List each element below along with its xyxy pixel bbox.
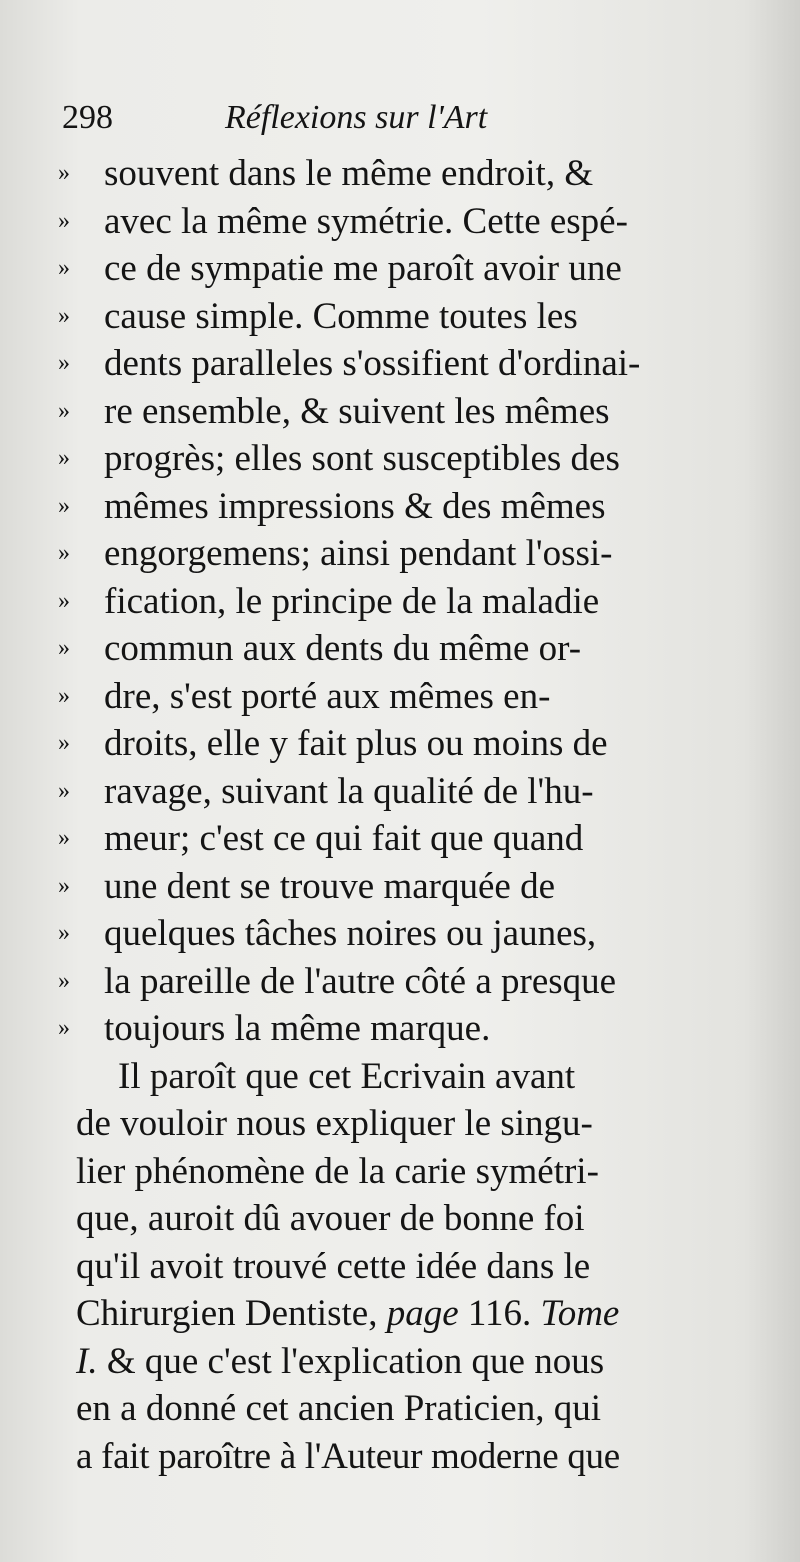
paragraph-line: I. & que c'est l'explication que nous — [76, 1340, 605, 1382]
quoted-line: » fication, le principe de la maladie — [0, 578, 800, 626]
paragraph-line: Chirurgien Dentiste, page 116. Tome — [76, 1293, 620, 1334]
quoted-line: » meur; c'est ce qui fait que quand — [0, 815, 800, 863]
quote-mark: » — [58, 777, 70, 804]
paragraph-line: en a donné cet ancien Praticien, qui — [76, 1388, 601, 1429]
quoted-line: » re ensemble, & suivent les mêmes — [0, 388, 800, 436]
paragraph-line: Il paroît que cet Ecrivain avant — [118, 1055, 576, 1097]
quoted-line: » progrès; elles sont susceptibles des — [0, 435, 800, 483]
quoted-line: » une dent se trouve marquée de — [0, 863, 800, 911]
paragraph-line: qu'il avoit trouvé cette idée dans le — [76, 1245, 591, 1287]
quoted-line: » dre, s'est porté aux mêmes en- — [0, 673, 800, 721]
quote-mark: » — [58, 540, 70, 566]
quoted-line: » souvent dans le même endroit, & — [0, 150, 800, 198]
quoted-line: » cause simple. Comme toutes les — [0, 293, 800, 341]
paragraph-line: que, auroit dû avouer de bonne foi — [76, 1198, 585, 1239]
quoted-line: » quelques tâches noires ou jaunes, — [0, 910, 800, 958]
quote-mark: » — [58, 397, 70, 424]
quote-mark: » — [58, 1015, 70, 1041]
quote-mark: » — [58, 445, 70, 471]
body-text — [0, 150, 800, 1480]
quote-mark: » — [58, 730, 70, 756]
quote-mark: » — [58, 492, 70, 519]
quoted-line: » toujours la même marque. — [0, 1005, 800, 1053]
quoted-line: » droits, elle y fait plus ou moins de — [0, 720, 800, 768]
quoted-line: » ce de sympatie me paroît avoir une — [0, 245, 800, 293]
page-number: 298 — [62, 99, 113, 136]
quote-mark: » — [58, 635, 70, 661]
running-title: Réflexions sur l'Art — [225, 99, 488, 136]
paragraph-line: de vouloir nous expliquer le singu- — [76, 1103, 593, 1144]
quote-mark: » — [58, 350, 70, 376]
paragraph-line: a fait paroître à l'Auteur moderne que — [76, 1435, 620, 1477]
quoted-line: » mêmes impressions & des mêmes — [0, 483, 800, 531]
quote-mark: » — [58, 682, 70, 709]
quoted-line: » la pareille de l'autre côté a presque — [0, 958, 800, 1006]
paragraph-line: lier phénomène de la carie symétri- — [76, 1150, 599, 1192]
quoted-line: » ravage, suivant la qualité de l'hu- — [0, 768, 800, 816]
quote-mark: » — [58, 587, 70, 614]
quote-mark: » — [58, 872, 70, 899]
quote-mark: » — [58, 160, 70, 186]
quote-mark: » — [58, 967, 70, 994]
quote-mark: » — [58, 920, 70, 946]
quoted-line: » avec la même symétrie. Cette espé- — [0, 198, 800, 246]
quoted-line: » dents paralleles s'ossifient d'ordinai- — [0, 340, 800, 388]
quoted-line: » commun aux dents du même or- — [0, 625, 800, 673]
quoted-line: » engorgemens; ainsi pendant l'ossi- — [0, 530, 800, 578]
quote-mark: » — [58, 207, 70, 234]
quote-mark: » — [58, 302, 70, 329]
quote-mark: » — [58, 825, 70, 851]
quote-mark: » — [58, 255, 70, 281]
